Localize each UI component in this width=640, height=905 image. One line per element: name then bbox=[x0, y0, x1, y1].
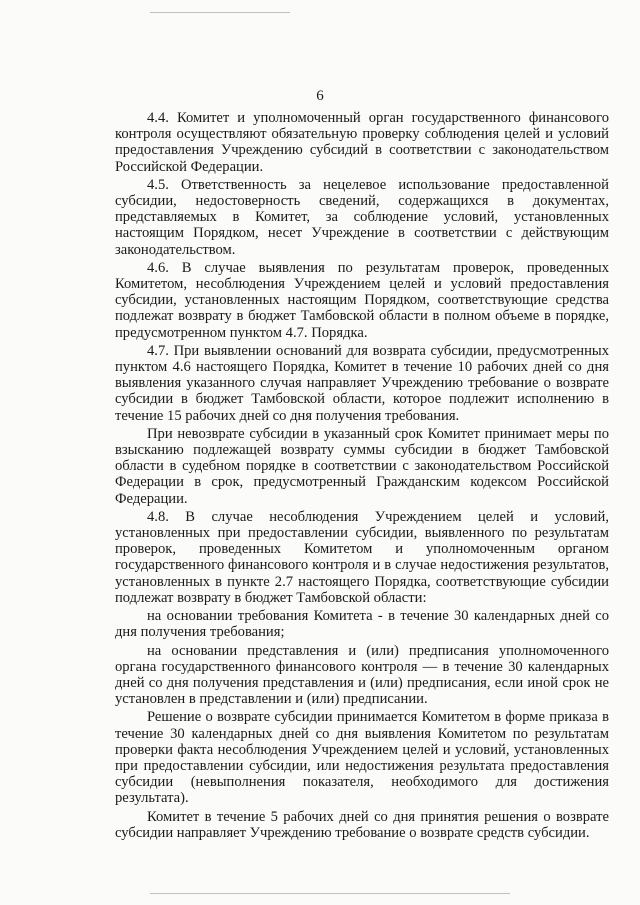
page-number: 6 bbox=[316, 88, 324, 104]
paragraph-return-decision: Решение о возврате субсидии принимается Комитетом в форме приказа в течение 30 календарных дней со дня выявления Комитетом по результатам проверки факта несоблюдения Учреждением целей и условий, установленных при предоставлении субсидии, или недостижения результата предоставления субсидии (невыполнения показателя, необходимого для достижения результата). bbox=[115, 709, 609, 807]
paragraph-4-5: 4.5. Ответственность за нецелевое использование предоставленной субсидии, недостоверность сведений, содержащихся в документах, представляемых в Комитет, за соблюдение условий, установленных настоящим Порядком, несет Учреждение в соответствии с действующим законодательством. bbox=[115, 176, 609, 258]
paragraph-control-body-order: на основании представления и (или) предписания уполномоченного органа государственного финансового контроля — в течение 30 календарных дней со дня получения представления и (или) предписания, если иной срок не установлен в представлении и (или) предписании. bbox=[115, 642, 609, 708]
paragraph-4-6: 4.6. В случае выявления по результатам проверок, проведенных Комитетом, несоблюдения Учреждением целей и условий предоставления субсидии, установленных настоящим Порядком, соответствующие средства подлежат возврату в бюджет Тамбовской области в полном объеме в порядке, предусмотренном пунктом 4.7. Порядка. bbox=[115, 259, 609, 341]
paragraph-committee-notice: Комитет в течение 5 рабочих дней со дня принятия решения о возврате субсидии направляет Учреждению требование о возврате средств субсидии. bbox=[115, 808, 609, 841]
document-body bbox=[115, 110, 609, 841]
paragraph-non-return: При невозврате субсидии в указанный срок Комитет принимает меры по взысканию подлежащей возврату суммы субсидии в бюджет Тамбовской области в судебном порядке в соответствии с законодательством Российской Федерации в срок, предусмотренный Гражданским кодексом Российской Федерации. bbox=[115, 425, 609, 507]
paragraph-4-8: 4.8. В случае несоблюдения Учреждением целей и условий, установленных при предоставлении субсидии, выявленного по результатам проверок, проведенных Комитетом и уполномоченным органом государственного финансового контроля и в случае недостижения результатов, установленных в пункте 2.7 настоящего Порядка, соответствующие субсидии подлежат возврату в бюджет Тамбовской области: bbox=[115, 508, 609, 606]
paragraph-committee-demand: на основании требования Комитета - в течение 30 календарных дней со дня получения требования; bbox=[115, 608, 609, 641]
scan-edge-mark bbox=[150, 893, 510, 894]
paragraph-4-7: 4.7. При выявлении оснований для возврата субсидии, предусмотренных пунктом 4.6 настоящего Порядка, Комитет в течение 10 рабочих дней со дня выявления указанного случая направляет Учреждению требование о возврате субсидии в бюджет Тамбовской области, которое подлежит исполнению в течение 15 рабочих дней со дня получения требования. bbox=[115, 342, 609, 424]
scan-edge-mark bbox=[150, 12, 290, 13]
paragraph-4-4: 4.4. Комитет и уполномоченный орган государственного финансового контроля осуществляют обязательную проверку соблюдения целей и условий предоставления Учреждению субсидий в соответствии с законодательством Российской Федерации. bbox=[115, 110, 609, 175]
